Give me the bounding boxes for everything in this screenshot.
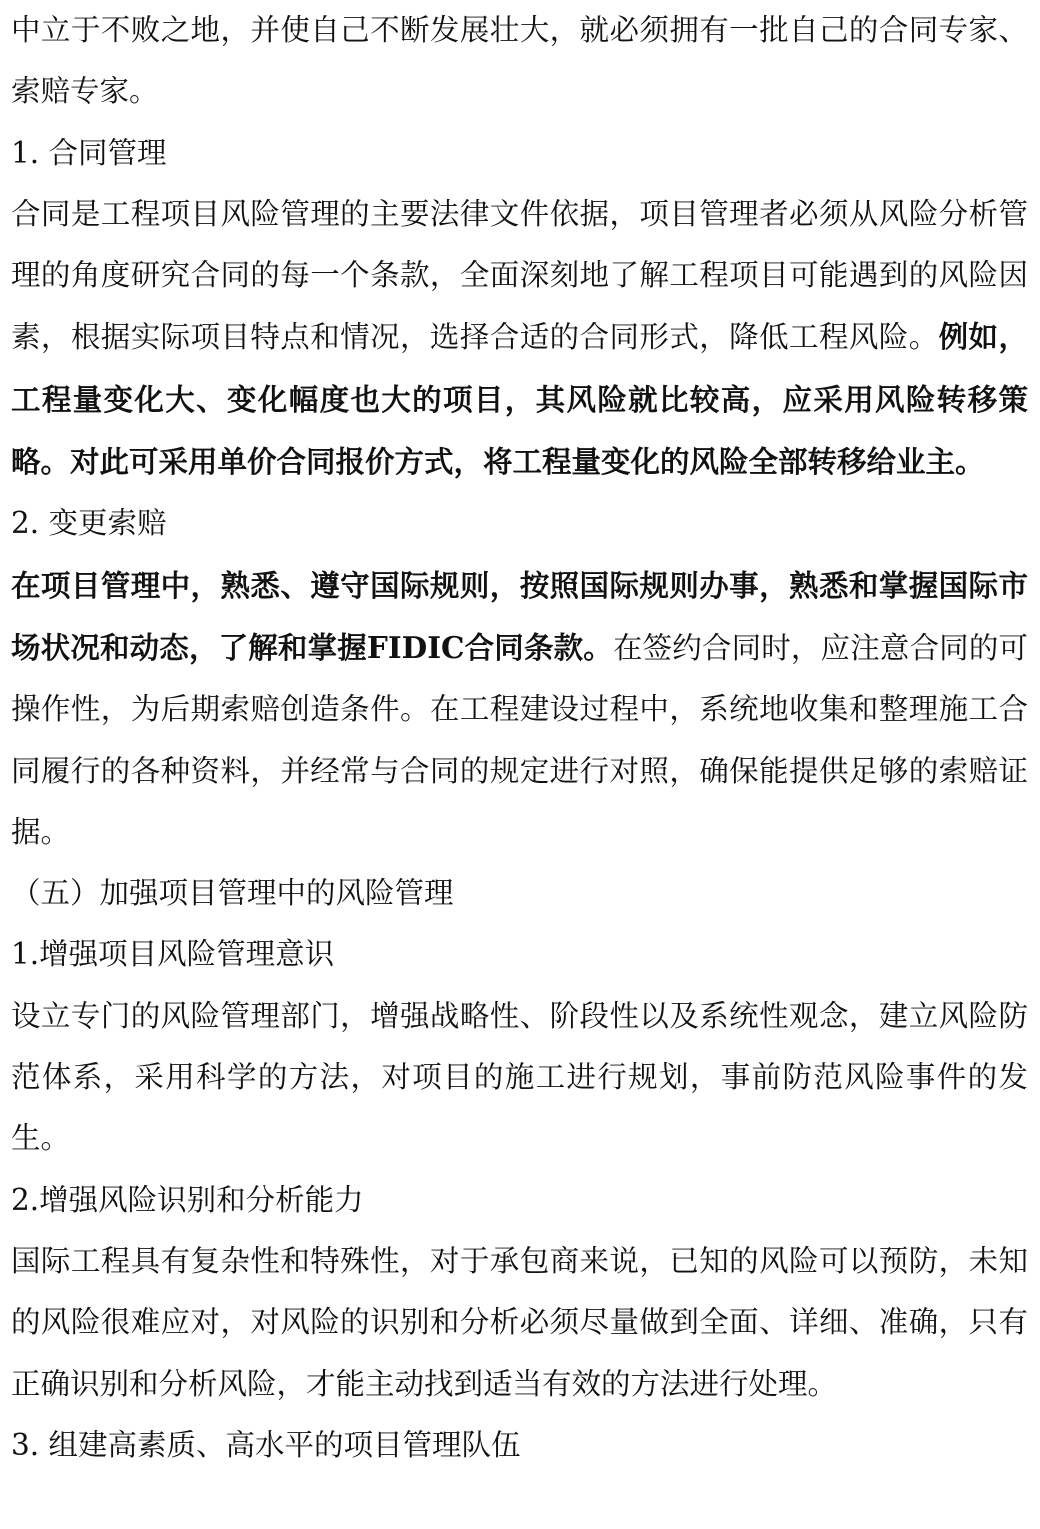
claims-text-plain: 在签约合同时，应注意合同的可操作性，为后期索赔创造条件。在工程建设过程中，系统地收集和整理施工合同履行的各种资料，并经常与合同的规定进行对照，确保能提供足够的索赔证据。 — [11, 630, 1028, 849]
heading-management-team: 3. 组建高素质、高水平的项目管理队伍 — [11, 1427, 521, 1462]
paragraph-contract-management — [11, 184, 1028, 493]
heading-risk-awareness: 1.增强项目风险管理意识 — [11, 937, 335, 972]
claims-text-bold: 在项目管理中，熟悉、遵守国际规则，按照国际规则办事，熟悉和掌握国际市场状况和动态，了解和掌握FIDIC合同条款。 — [11, 567, 1028, 665]
heading-risk-identification: 2.增强风险识别和分析能力 — [11, 1182, 364, 1217]
paragraph-risk-identification: 国际工程具有复杂性和特殊性，对于承包商来说，已知的风险可以预防，未知的风险很难应对，对风险的识别和分析必须尽量做到全面、详细、准确，只有正确识别和分析风险，才能主动找到适当有效的方法进行处理。 — [11, 1243, 1028, 1401]
paragraph-change-claims — [11, 555, 1028, 863]
heading-section-five: （五）加强项目管理中的风险管理 — [11, 876, 454, 911]
intro-paragraph: 中立于不败之地，并使自己不断发展壮大，就必须拥有一批自己的合同专家、索赔专家。 — [11, 13, 1028, 109]
paragraph-risk-awareness: 设立专门的风险管理部门，增强战略性、阶段性以及系统性观念，建立风险防范体系，采用科学的方法，对项目的施工进行规划，事前防范风险事件的发生。 — [11, 998, 1028, 1156]
contract-text-plain: 合同是工程项目风险管理的主要法律文件依据，项目管理者必须从风险分析管理的角度研究合同的每一个条款，全面深刻地了解工程项目可能遇到的风险因素，根据实际项目特点和情况，选择合适的合同形式，降低工程风险。 — [11, 196, 1028, 355]
heading-change-claims: 2. 变更索赔 — [11, 506, 167, 541]
heading-contract-management: 1. 合同管理 — [11, 135, 167, 170]
contract-text-bold: 例如，工程量变化大、变化幅度也大的项目，其风险就比较高，应采用风险转移策略。对此可采用单价合同报价方式，将工程量变化的风险全部转移给业主。 — [11, 319, 1028, 480]
